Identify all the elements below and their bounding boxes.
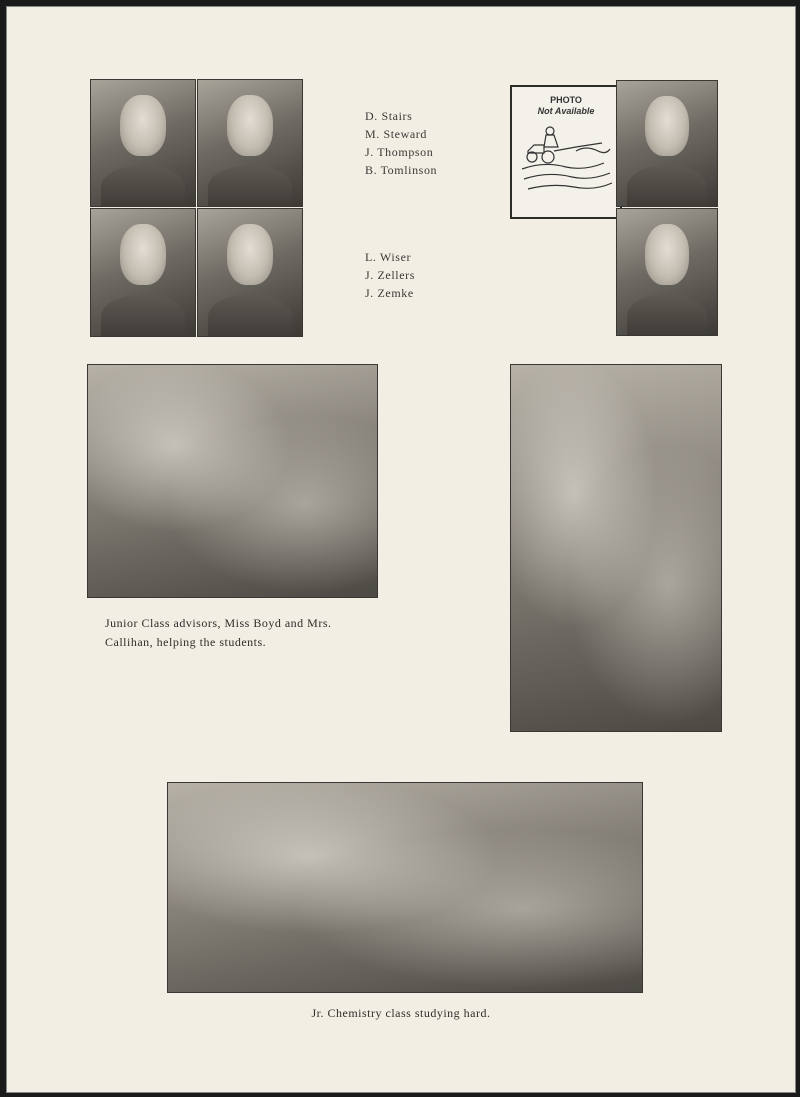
placeholder-label-not-available: Not Available	[537, 106, 595, 116]
farmer-tractor-sketch-icon	[514, 121, 618, 211]
caption-line: Junior Class advisors, Miss Boyd and Mrs.	[105, 616, 332, 630]
placeholder-label-photo: PHOTO	[550, 95, 582, 105]
portrait-photo	[90, 208, 196, 337]
photo-not-available-box	[510, 85, 622, 219]
portrait-photo	[616, 208, 718, 336]
portrait-names-top	[365, 107, 437, 179]
yearbook-page	[6, 6, 796, 1093]
chemistry-class-photo	[167, 782, 643, 993]
student-name: J. Zemke	[365, 286, 414, 300]
caption-line: Jr. Chemistry class studying hard.	[311, 1006, 491, 1020]
portrait-photo	[616, 80, 718, 207]
teacher-helping-student-photo	[510, 364, 722, 732]
portrait-names-bottom	[365, 248, 415, 302]
student-name: M. Steward	[365, 127, 427, 141]
student-name: J. Thompson	[365, 145, 434, 159]
student-name: D. Stairs	[365, 109, 413, 123]
student-name: L. Wiser	[365, 250, 412, 264]
student-name: J. Zellers	[365, 268, 415, 282]
portrait-photo	[90, 79, 196, 207]
student-name: B. Tomlinson	[365, 163, 438, 177]
advisors-caption	[105, 614, 332, 652]
caption-line: Callihan, helping the students.	[105, 635, 267, 649]
portrait-photo	[197, 208, 303, 337]
portrait-photo	[197, 79, 303, 207]
chemistry-caption	[7, 1004, 795, 1023]
advisors-classroom-photo	[87, 364, 378, 598]
